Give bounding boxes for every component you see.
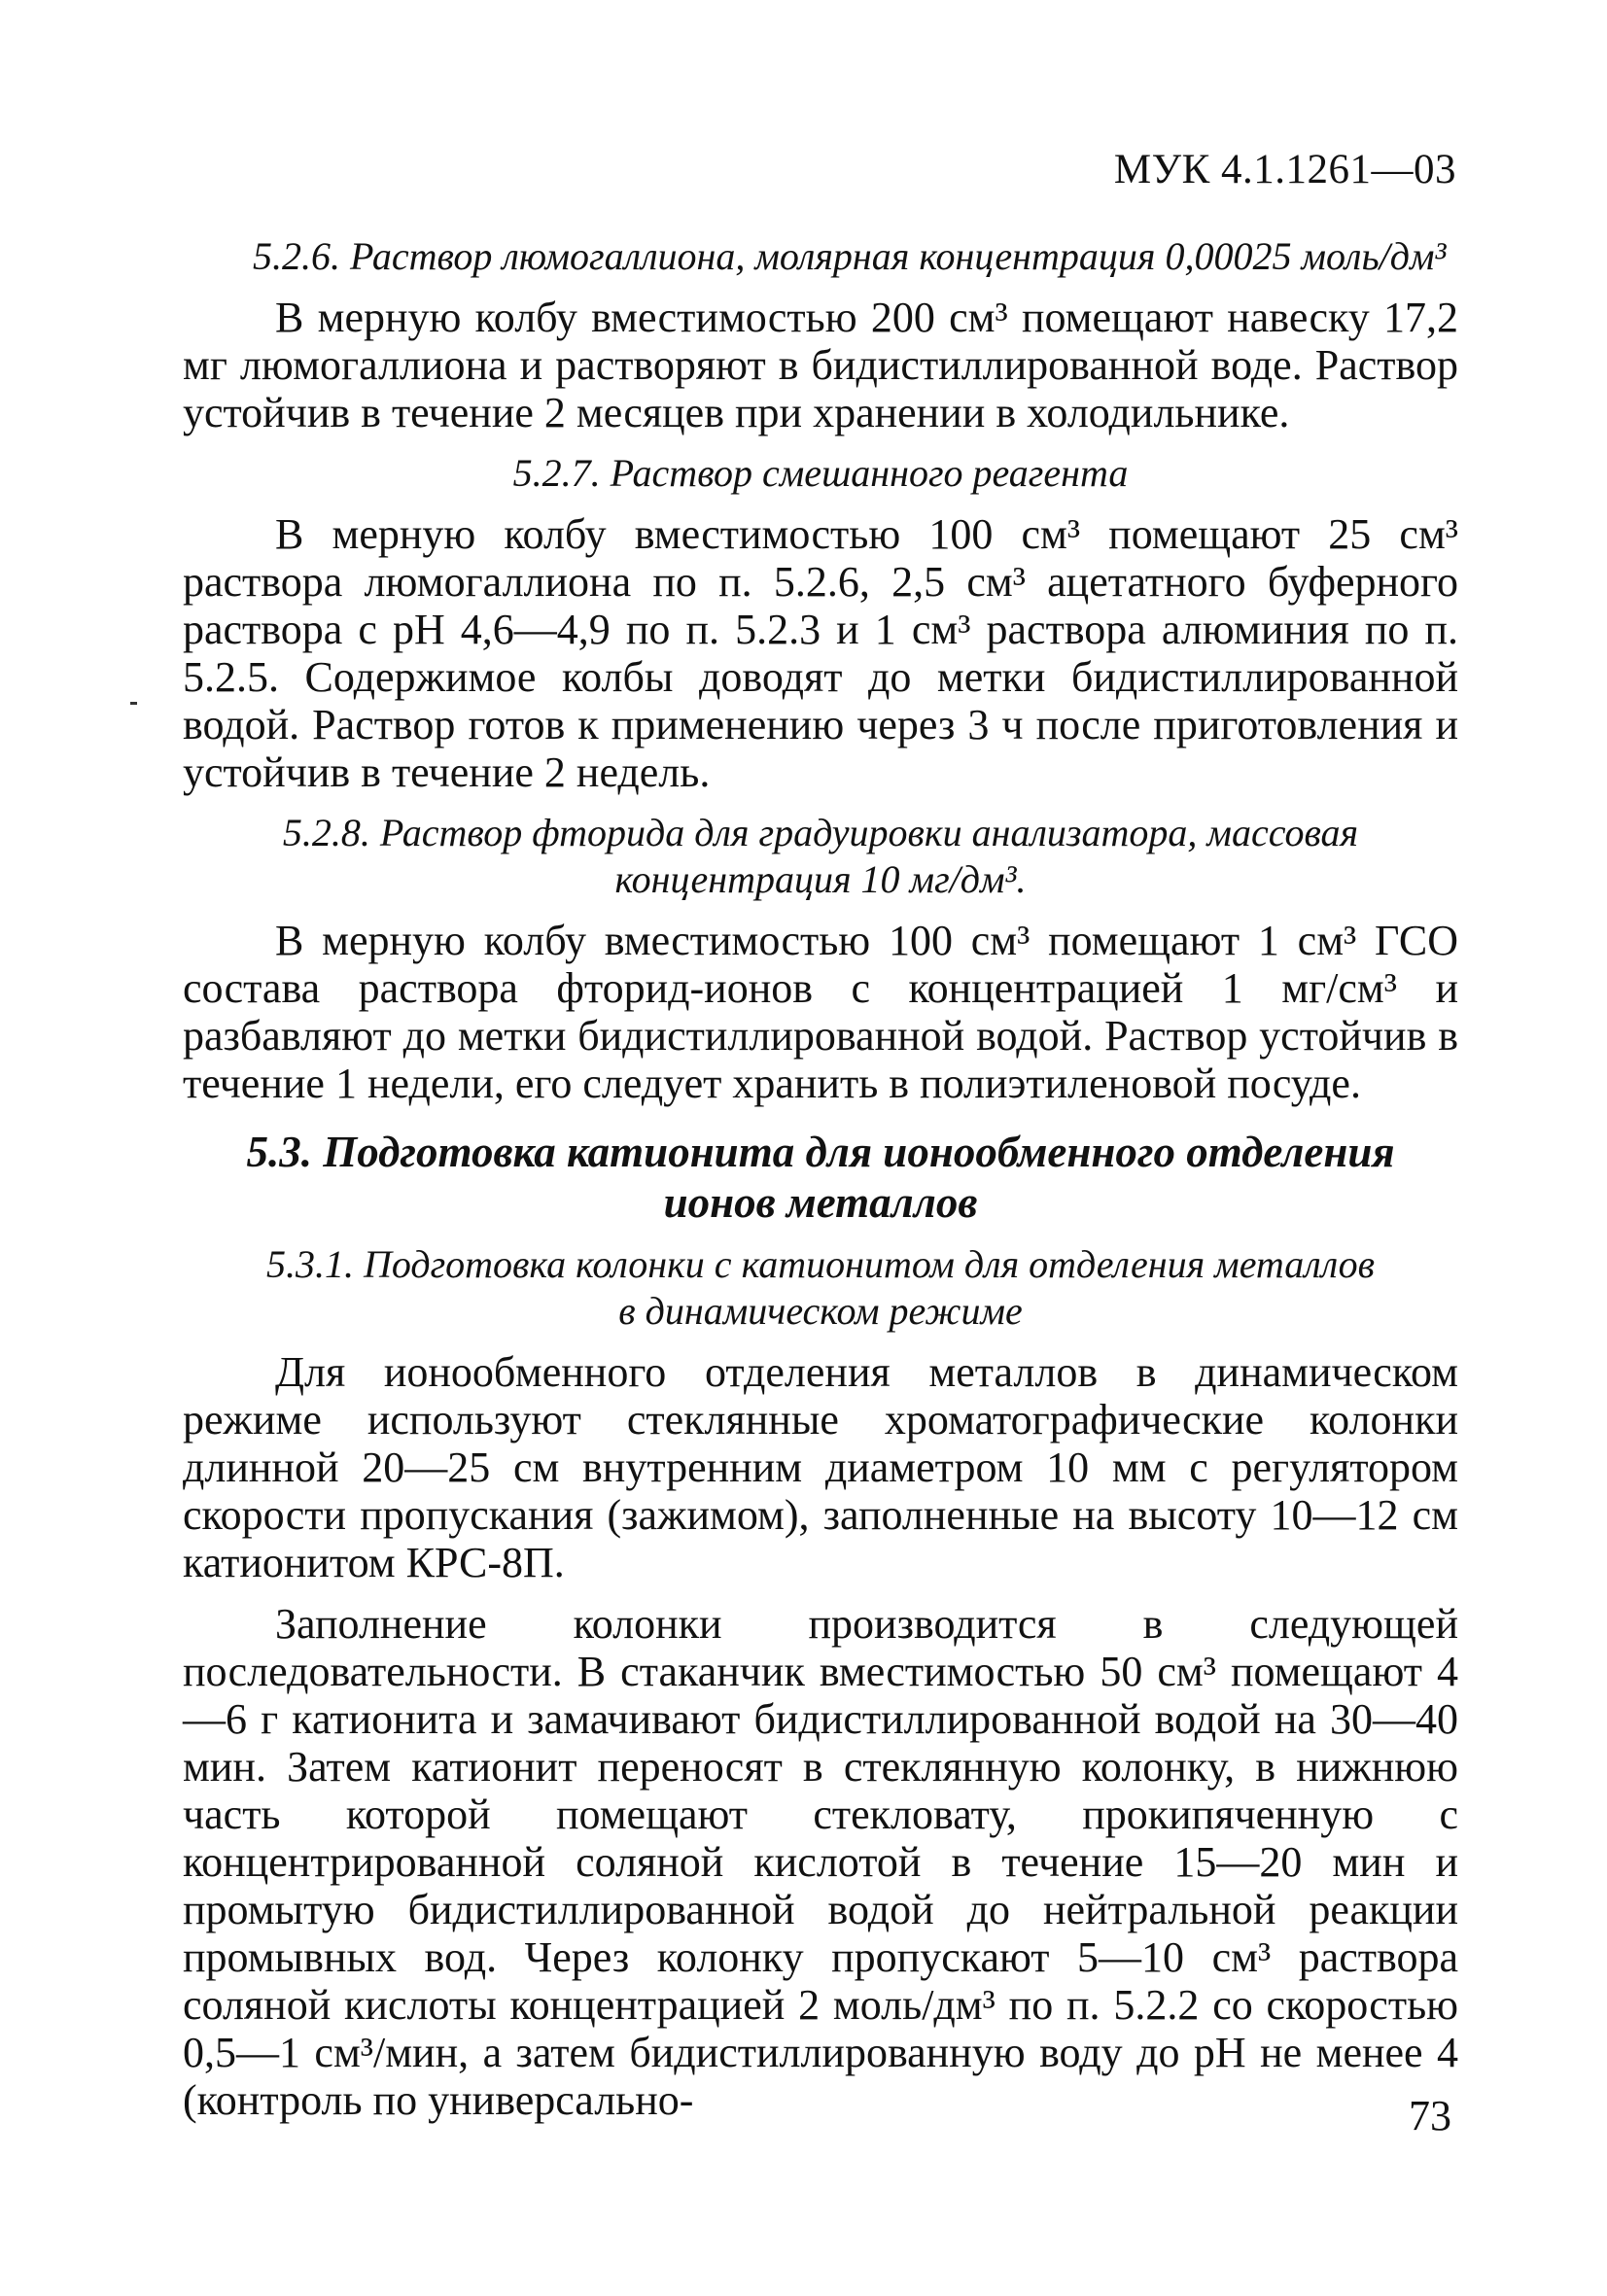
scan-artifact: [130, 702, 137, 705]
section-5-3-1-heading-line2: в динамическом режиме: [618, 1289, 1023, 1333]
page-body: [183, 233, 1458, 2124]
section-5-2-7-text: В мерную колбу вместимостью 100 см³ помещают 25 см³ раствора люмогаллиона по п. 5.2.6, 2,5 см³ ацетатного буферного раствора с рН 4,6—4,9 по п. 5.2.3 и 1 см³ раствора алюминия по п. 5.2.5. Содержимое колбы доводят до метки бидистиллированной водой. Раствор готов к применению через 3 ч после приготовления и устойчив в течение 2 недель.: [183, 510, 1458, 796]
section-5-2-8-heading-line1: 5.2.8. Раствор фторида для градуировки анализатора, массовая: [282, 811, 1359, 854]
document-code: МУК 4.1.1261—03: [1113, 147, 1456, 192]
section-5-2-8-heading-line2: концентрация 10 мг/дм³.: [614, 857, 1027, 901]
section-5-2-6-heading: 5.2.6. Раствор люмогаллиона, молярная концентрация 0,00025 моль/дм³: [253, 234, 1447, 278]
section-5-3-heading-line1: 5.3. Подготовка катионита для ионообменного отделения: [246, 1128, 1395, 1176]
section-5-2-6-text: В мерную колбу вместимостью 200 см³ помещают навеску 17,2 мг люмогаллиона и растворяют в бидистиллированной воде. Раствор устойчив в течение 2 месяцев при хранении в холодильнике.: [183, 294, 1458, 436]
section-5-2-7-heading: 5.2.7. Раствор смешанного реагента: [512, 451, 1129, 495]
section-5-3-1-heading-line1: 5.3.1. Подготовка колонки с катионитом для отделения металлов: [265, 1242, 1376, 1286]
page-number: 73: [1409, 2092, 1451, 2139]
section-5-3-1-text-2: Заполнение колонки производится в следующей последовательности. В стаканчик вместимостью 50 см³ помещают 4—6 г катионита и замачивают бидистиллированной водой на 30—40 мин. Затем катионит переносят в стеклянную колонку, в нижнюю часть которой помещают стекловату, прокипяченную с концентрированной соляной кислотой в течение 15—20 мин и промытую бидистиллированной водой до нейтральной реакции промывных вод. Через колонку пропускают 5—10 см³ раствора соляной кислоты концентрацией 2 моль/дм³ по п. 5.2.2 со скоростью 0,5—1 см³/мин, а затем бидистиллированную воду до рН не менее 4 (контроль по универсально-: [183, 1600, 1458, 2124]
section-5-3-heading-line2: ионов металлов: [663, 1178, 978, 1227]
section-5-3-1-text-1: Для ионообменного отделения металлов в динамическом режиме используют стеклянные хроматографические колонки длинной 20—25 см внутренним диаметром 10 мм с регулятором скорости пропускания (зажимом), заполненные на высоту 10—12 см катионитом КРС-8П.: [183, 1348, 1458, 1586]
section-5-2-8-text: В мерную колбу вместимостью 100 см³ помещают 1 см³ ГСО состава раствора фторид-ионов с концентрацией 1 мг/см³ и разбавляют до метки бидистиллированной водой. Раствор устойчив в течение 1 недели, его следует хранить в полиэтиленовой посуде.: [183, 917, 1458, 1107]
